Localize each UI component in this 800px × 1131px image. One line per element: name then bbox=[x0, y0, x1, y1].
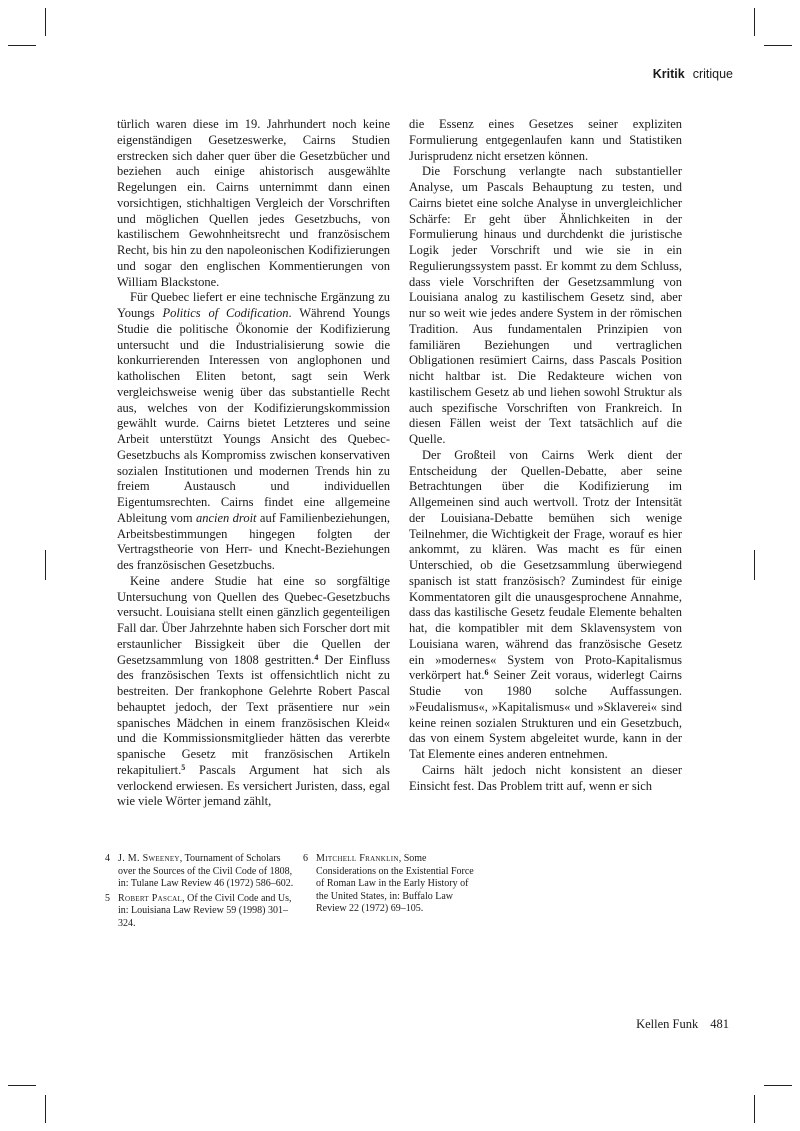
running-head bbox=[653, 67, 733, 81]
footnote-body: , Tournament of Scholars over the Sources of the Civil Code of 1808, in: Tulane Law Review 46 (1972) 586–602. bbox=[118, 853, 294, 889]
footnote-number: 6 bbox=[303, 853, 308, 864]
footnote bbox=[105, 893, 295, 931]
paragraph-text: Cairns hält jedoch nicht konsistent an dieser Einsicht fest. Das Problem tritt auf, wenn er sich bbox=[409, 762, 682, 793]
footnote bbox=[303, 853, 483, 916]
footnote-number: 5 bbox=[105, 892, 110, 904]
paragraph bbox=[117, 290, 390, 574]
paragraph-text: . Während Youngs Studie die politische Ökonomie der Kodifizierung untersucht und die Industrialisierung sowie die konkurrierenden Interessen von anglophonen und katholischen Eliten betont, sagt sein Werk vergleichsweise wenig über das substantielle Recht aus, welches von der Kodifizierungskommission gewählt wurde. Cairns bietet Letzteres und seine Arbeit unterstützt Youngs Ansicht des Quebec-Gesetzbuchs als Kompromiss zwischen konservativen sozialen Institutionen und modernen Trends hin zu freiem Austausch und individuellen Eigentumsrechten. Cairns findet eine allgemeine Ableitung vom bbox=[117, 306, 391, 525]
crop-mark bbox=[45, 550, 46, 580]
paragraph-text: die Essenz eines Gesetzes seiner expliziten Formulierung entgegenlaufen kann und Statistiken Jurisprudenz nicht ersetzen können. bbox=[409, 117, 682, 163]
paragraph-text: Pascals Argument hat sich als verlockend erwiesen. Es versichert Juristen, dass, egal wie viele Wörter jemand zählt, bbox=[117, 762, 390, 809]
paragraph bbox=[409, 164, 682, 448]
footnote-text bbox=[316, 853, 483, 916]
footer-author: Kellen Funk bbox=[636, 1017, 699, 1031]
paragraph-text: türlich waren diese im 19. Jahrhundert noch keine eigenständigen Gesetzeswerke, Cairns Studien erstrecken sich daher quer über die Gesetzbücher und beziehen auch einige ahistorisch ausgewählte Regelungen ein. Cairns unternimmt dann einen vorsichtigen, stichhaltigen Vergleich der Vorschriften und möglichen Quellen jedes Gesetzbuchs, von kastilischem Gewohnheitsrecht und französischem Recht, bis hin zu den napoleonischen Kodifizierungen und sogar den englischen Kommentierungen von William Blackstone. bbox=[117, 117, 390, 289]
footnote-author: J. M. Sweeney bbox=[118, 853, 180, 864]
paragraph bbox=[117, 574, 390, 810]
crop-mark bbox=[45, 8, 46, 36]
paragraph-text: Für Quebec liefert er eine technische Ergänzung zu Youngs bbox=[117, 290, 390, 320]
page-number: 481 bbox=[710, 1017, 729, 1031]
crop-mark bbox=[764, 1085, 792, 1086]
footnote-ref[interactable]: 5 bbox=[181, 762, 186, 772]
left-column bbox=[117, 117, 390, 810]
crop-mark bbox=[754, 8, 755, 36]
footnotes-left bbox=[105, 853, 295, 932]
running-head-section: Kritik bbox=[652, 67, 685, 81]
footnote bbox=[105, 853, 295, 891]
paragraph-text: Der Einfluss des französischen Texts ist offensichtlich nicht zu bestreiten. Der frankophone Gelehrte Robert Pascal behauptet jedoch, der Text präsentiere nur »ein spanisches Mädchen in einem französischen Kleid« und die Kommissionsmitglieder hätten das vererbte spanische Gesetz mit französischen Artikeln rekapituliert. bbox=[117, 652, 390, 777]
footnote-ref[interactable]: 6 bbox=[484, 668, 489, 678]
paragraph bbox=[409, 763, 682, 795]
crop-mark bbox=[754, 550, 755, 580]
paragraph bbox=[117, 117, 390, 290]
italic-title: Politics of Codification bbox=[162, 306, 289, 320]
footnote-number: 4 bbox=[105, 853, 110, 864]
crop-mark bbox=[764, 45, 792, 46]
footnote-author: Robert Pascal bbox=[118, 892, 183, 904]
crop-mark bbox=[45, 1095, 46, 1123]
running-head-subsection: critique bbox=[692, 67, 733, 81]
footnote-text bbox=[118, 853, 295, 891]
paragraph-text: auf Familienbeziehungen, Arbeitsbestimmungen hingegen folgten der Vertragstheorie von Herr- und Knecht-Beziehungen des französischen Gesetzbuchs. bbox=[117, 510, 390, 572]
paragraph bbox=[409, 448, 682, 763]
paragraph bbox=[409, 117, 682, 164]
footnote-author: Mitchell Franklin bbox=[316, 853, 399, 864]
crop-mark bbox=[8, 45, 36, 46]
footnote-body: , Some Considerations on the Existential Force of Roman Law in the Early History of the United States, in: Buffalo Law Review 22 (1972) 69–105. bbox=[316, 853, 474, 914]
right-column bbox=[409, 117, 682, 794]
footnotes-right bbox=[303, 853, 483, 918]
footnote-body: , Of the Civil Code and Us, in: Louisiana Law Review 59 (1998) 301–324. bbox=[118, 892, 292, 929]
paragraph-text: Keine andere Studie hat eine so sorgfältige Untersuchung von Quellen des Quebec-Gesetzbuchs versucht. Louisiana stellt einen gänzlich gegenteiligen Fall dar. Über Jahrzehnte haben sich Forscher dort mit erstaunlicher Bissigkeit über die Quellen der Gesetzsammlung von 1808 gestritten. bbox=[117, 573, 390, 667]
paragraph-text: Die Forschung verlangte nach substantieller Analyse, um Pascals Behauptung zu testen, und Cairns bietet eine solche Analyse in unvergleichlicher Schärfe: Er geht über Ähnlichkeiten in der Formulierung hinaus und durchdenkt die juristische Logik jeder Vorschrift und wie sie in ein Regulierungssystem passt. Er kommt zu dem Schluss, dass viele Vorschriften der Gesetzsammlung von Louisiana analog zu kastilischem Gesetz sind, aber nur so weit wie jedes andere System in der römischen Tradition. Aus fundamentalen Prinzipien von familiären Beziehungen und vertraglichen Obligationen resümiert Cairns, dass Pascals Position nicht haltbar ist. Die Redakteure wichen von kastilischem Gesetz ab und liehen sowohl Struktur als auch spezifische Vorschriften von Frankreich. In diesen Fällen weist der Text tatsächlich auf die Quelle. bbox=[409, 164, 682, 446]
footnote-text bbox=[118, 893, 295, 931]
crop-mark bbox=[8, 1085, 36, 1086]
italic-term: ancien droit bbox=[195, 510, 257, 525]
paragraph-text: Der Großteil von Cairns Werk dient der Entscheidung der Quellen-Debatte, aber seine Betrachtungen über die Kodifizierung im Allgemeinen sind auch wertvoll. Trotz der Intensität der Louisiana-Debatte bemühen sich wenige Teilnehmer, die Wichtigkeit der Frage, worauf es hier ankommt, zu klären. Was macht es für einen Unterschied, ob die Gesetzsammlung überwiegend spanisch ist statt französisch? Zumindest für einige Kommentatoren gilt die unausgesprochene Annahme, dass das kastilische Gesetz feudale Elemente behalten hat, die kompatibler mit dem Sklavensystem von Louisiana waren, während das französische Gesetz ein »modernes« System von Proto-Kapitalismus verkörpert hat. bbox=[409, 447, 682, 683]
crop-mark bbox=[754, 1095, 755, 1123]
page-footer bbox=[636, 1017, 729, 1032]
footnote-ref[interactable]: 4 bbox=[314, 652, 319, 662]
paragraph-text: Seiner Zeit voraus, widerlegt Cairns Studie von 1980 solche Auffassungen. »Feudalismus«, »Kapitalismus« und »Sklaverei« sind keine reinen sozialen Strukturen und ein Gesetzbuch, das von einem System abgeleitet wurde, kann in der Tat Elemente eines anderen entnehmen. bbox=[409, 668, 682, 761]
